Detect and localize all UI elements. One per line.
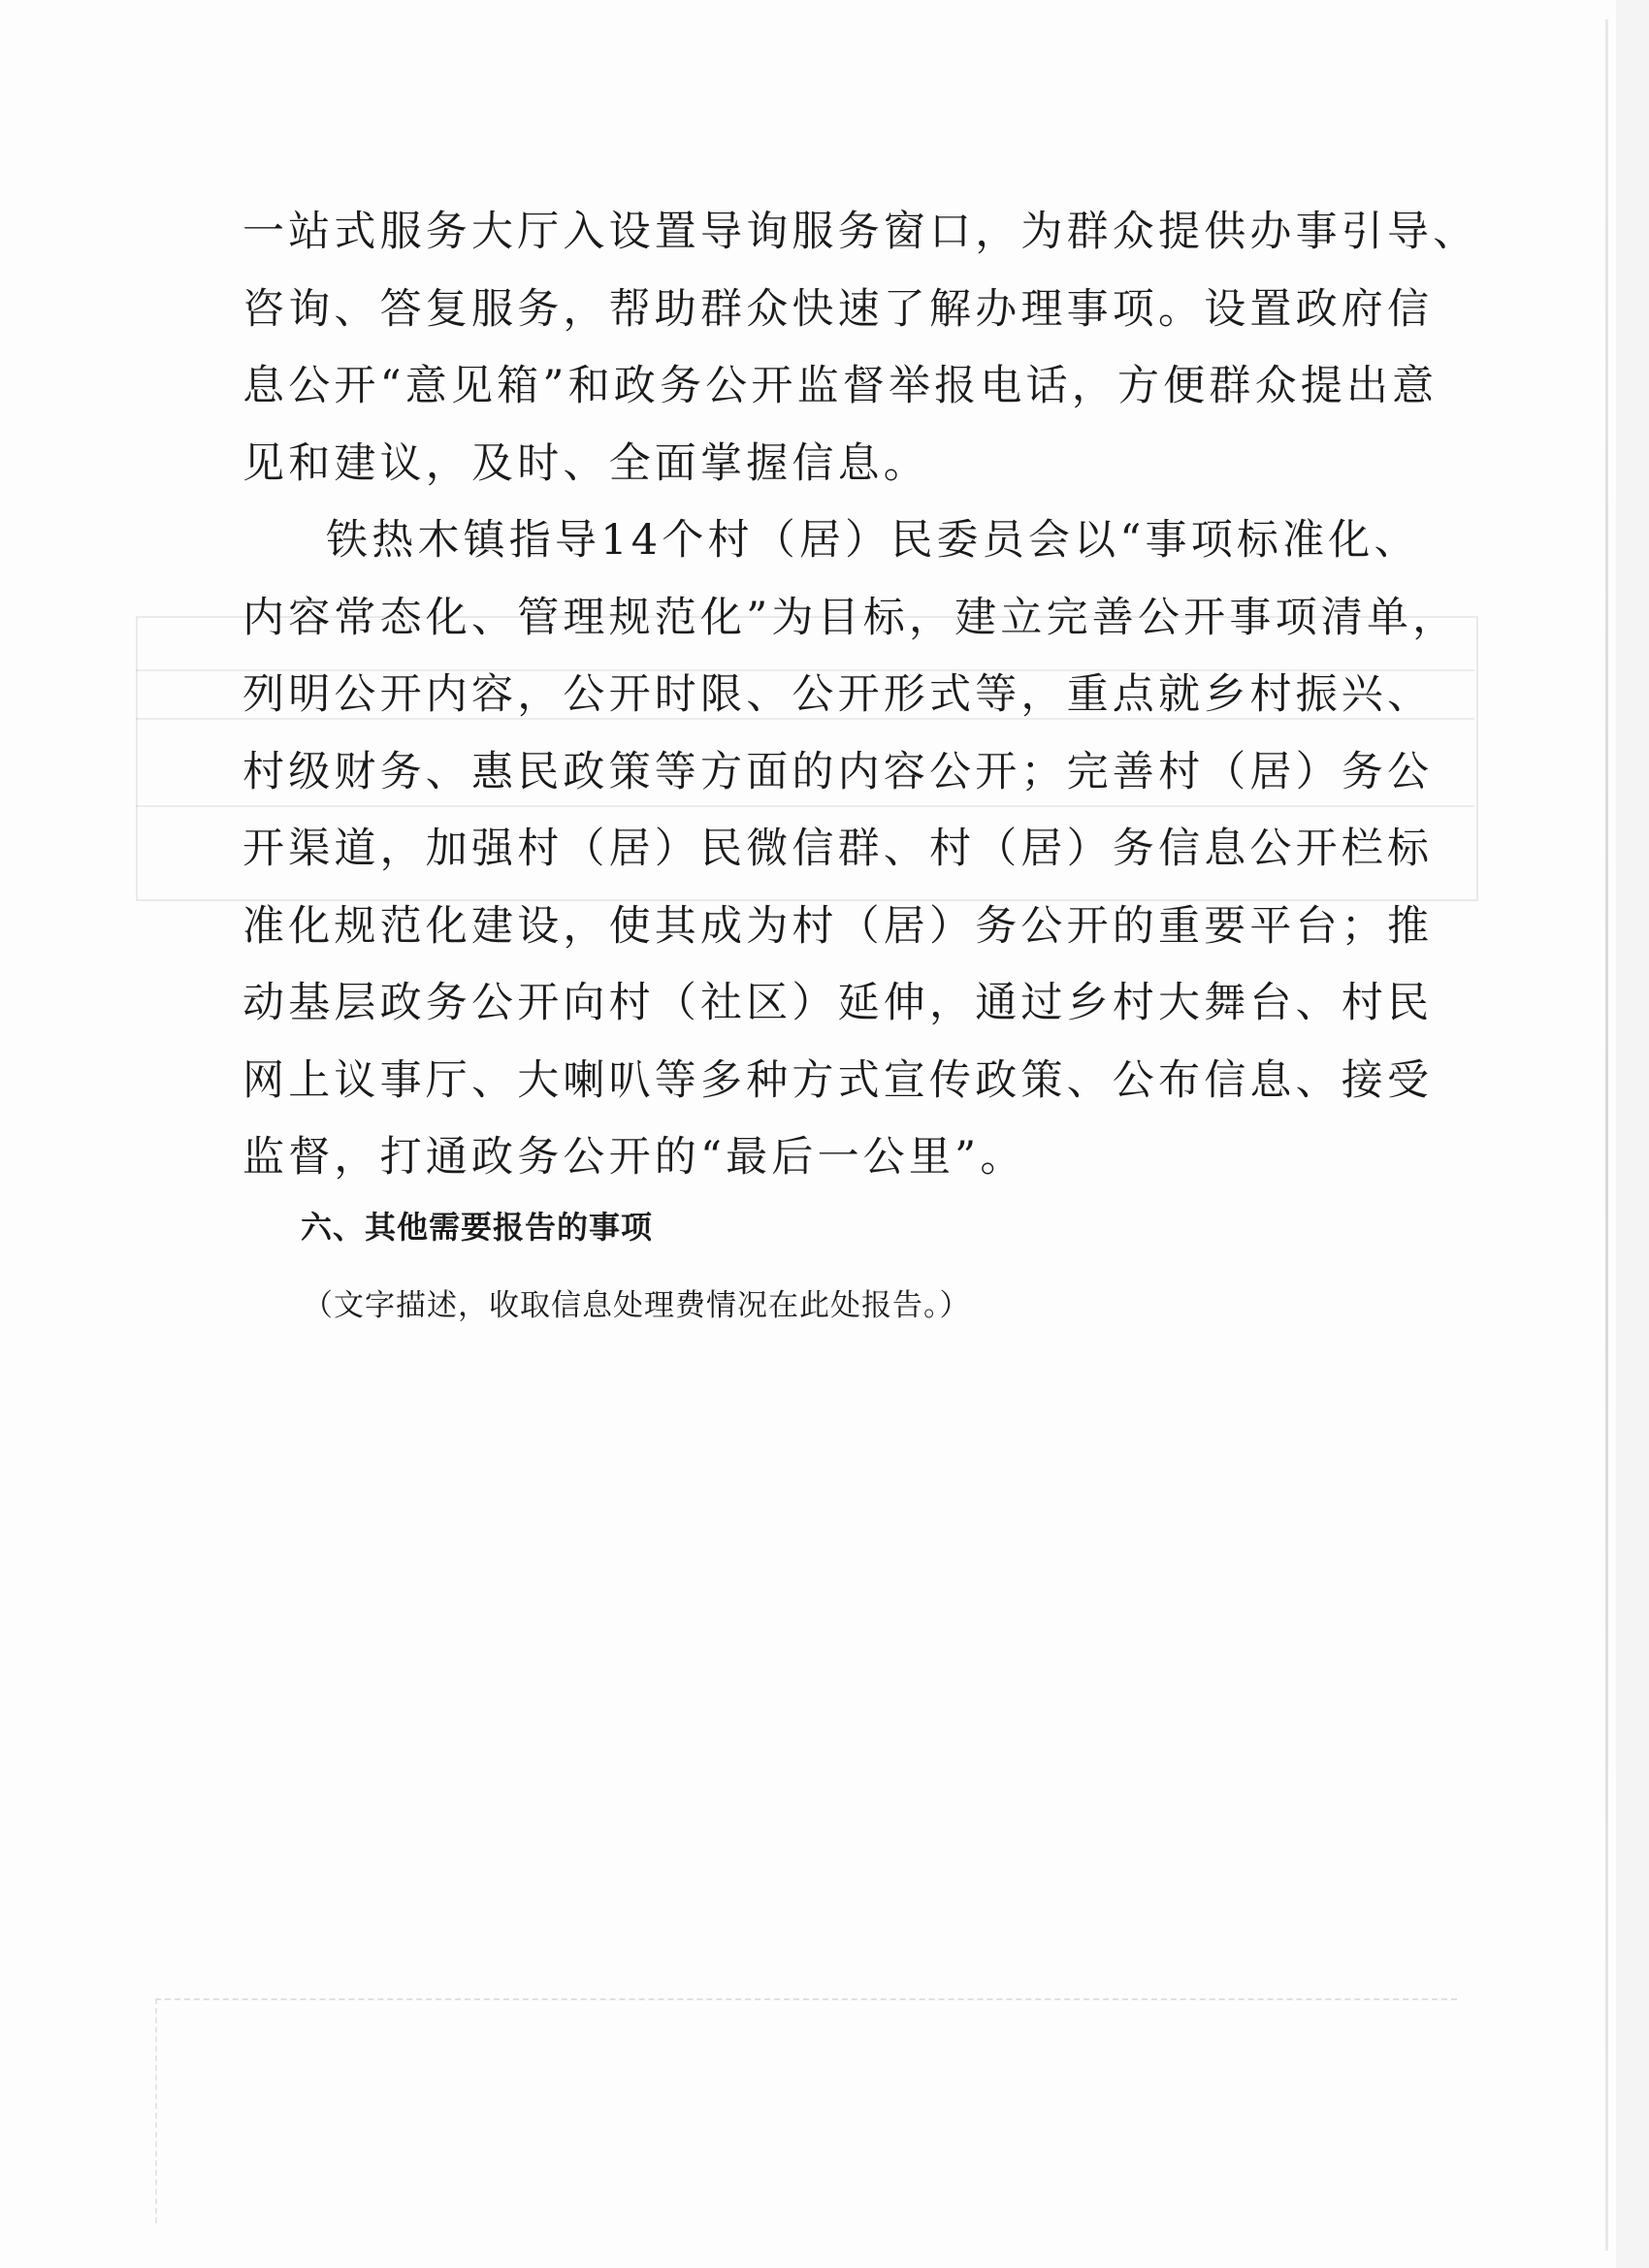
- text-line: 咨询、答复服务，帮助群众快速了解办理事项。设置政府信: [242, 284, 1434, 334]
- text-line: 列明公开内容，公开时限、公开形式等，重点就乡村振兴、: [242, 670, 1434, 719]
- text-line: 动基层政务公开向村（社区）延伸，通过乡村大舞台、村民: [242, 979, 1434, 1027]
- text-line: 一站式服务大厅入设置导询服务窗口，为群众提供办事引导、: [242, 208, 1479, 256]
- text-line: 网上议事厅、大喇叭等多种方式宣传政策、公布信息、接受: [242, 1055, 1434, 1105]
- text-line: 见和建议，及时、全面掌握信息。: [242, 438, 929, 488]
- text-line: 监督，打通政务公开的“最后一公里”。: [242, 1133, 1026, 1182]
- text-line: 村级财务、惠民政策等方面的内容公开；完善村（居）务公: [242, 747, 1434, 796]
- text-line: 铁热木镇指导14个村（居）民委员会以“事项标准化、: [326, 516, 1420, 565]
- bleed-through-box: [155, 1998, 1457, 2223]
- text-line: 息公开“意见箱”和政务公开监督举报电话，方便群众提出意: [242, 362, 1439, 410]
- section-heading: 六、其他需要报告的事项: [301, 1209, 654, 1246]
- text-line: 内容常态化、管理规范化”为目标，建立完善公开事项清单，: [242, 593, 1459, 642]
- text-line: 开渠道，加强村（居）民微信群、村（居）务信息公开栏标: [242, 825, 1434, 873]
- body-text: [242, 194, 1479, 1197]
- text-line: 准化规范化建设，使其成为村（居）务公开的重要平台；推: [242, 901, 1434, 951]
- page-edge: [1605, 19, 1608, 2251]
- page-margin-shadow: [1616, 0, 1649, 2268]
- section-note: （文字描述，收取信息处理费情况在此处报告。）: [303, 1288, 971, 1323]
